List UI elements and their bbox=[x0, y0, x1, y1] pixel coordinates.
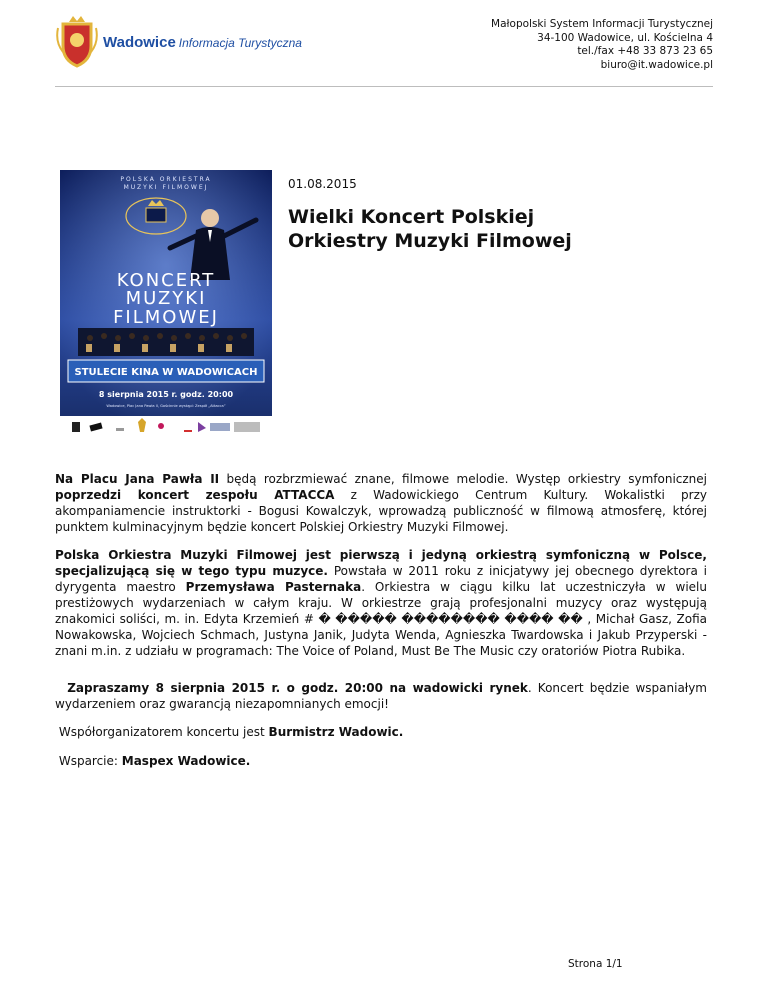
logo-sub-text: Informacja Turystyczna bbox=[178, 36, 302, 50]
logo bbox=[55, 16, 302, 72]
paragraph-coorganizer bbox=[55, 724, 707, 740]
bold-text: Na Placu Jana Pawła II bbox=[55, 472, 220, 486]
article-title-line1: Wielki Koncert Polskiej bbox=[288, 206, 535, 228]
poster-banner-text: STULECIE KINA W WADOWICACH bbox=[74, 367, 258, 378]
bold-text: Zapraszamy 8 sierpnia 2015 r. o godz. 20:00 na wadowicki rynek bbox=[67, 681, 528, 695]
bold-text: Przemysława Pasternaka bbox=[185, 580, 362, 594]
page-number: Strona 1/1 bbox=[568, 958, 623, 970]
poster-line1: KONCERT bbox=[116, 270, 216, 291]
paragraph-intro bbox=[55, 471, 707, 535]
text-run: . Orkiestra w ciągu kilku lat uczestniczyła w wielu prestiżowych wydarzeniach w całym kraju. W orkiestrze grają profesjonalni muzycy oraz występują znakomici soliści, m. in. Edyta Krzemień # � ����� �������� ���� �� , Michał Gasz, Zofia Nowakowska, Wojciech Schmach, Justyna Janik, Judyta Wenda, Agnieszka Twardowska i Jakub Przyperski - znani m.in. z udziału w programach: The Voice of Poland, Must Be The Music czy oratoriów Piotra Rubika. bbox=[55, 580, 707, 658]
paragraph-orchestra bbox=[55, 547, 707, 659]
header-divider bbox=[55, 86, 713, 87]
contact-email: biuro@it.wadowice.pl bbox=[600, 58, 713, 71]
bold-text: Burmistrz Wadowic. bbox=[268, 725, 404, 739]
text-run: z Wadowickiego Centrum Kultury. Wokalistki przy akompaniamencie instruktorki - Bogusi Kowalczyk, wprowadzą publiczność w filmową atmosferę, której punktem kulminacyjnym będzie koncert Polskiej Orkiestry Muzyki Filmowej. bbox=[55, 488, 707, 534]
paragraph-invitation bbox=[55, 680, 707, 712]
text-run: . Koncert będzie wspaniałym wydarzeniem oraz gwarancją niezapomnianych emocji! bbox=[55, 681, 707, 711]
text-run: Wsparcie: bbox=[58, 754, 122, 768]
paragraph-support bbox=[55, 753, 707, 769]
logo-main-text: Wadowice bbox=[103, 34, 176, 51]
article-title bbox=[288, 205, 708, 253]
poster-venue: Wadowice, Plac Jana Pawła II, Gościnnie wystąpi: Zespół „Attacca” bbox=[106, 404, 226, 408]
contact-line: Małopolski System Informacji Turystycznej bbox=[491, 18, 713, 30]
coat-of-arms-icon bbox=[55, 16, 99, 68]
concert-poster bbox=[60, 170, 272, 442]
poster-line2: MUZYKI bbox=[125, 288, 207, 309]
orchestra-musicians-icon bbox=[78, 328, 254, 356]
article-date: 01.08.2015 bbox=[288, 177, 357, 191]
contact-line: 34-100 Wadowice, ul. Kościelna 4 bbox=[537, 31, 713, 44]
poster-date: 8 sierpnia 2015 r. godz. 20:00 bbox=[98, 390, 234, 399]
article-title-line2: Orkiestry Muzyki Filmowej bbox=[288, 230, 572, 252]
contact-line: tel./fax +48 33 873 23 65 bbox=[577, 45, 713, 57]
bold-text: poprzedzi koncert zespołu ATTACCA bbox=[55, 488, 335, 502]
poster-top-line1: POLSKA ORKIESTRA bbox=[120, 176, 212, 183]
poster-line3: FILMOWEJ bbox=[113, 307, 219, 328]
poster-top-line2: MUZYKI FILMOWEJ bbox=[123, 184, 209, 191]
bold-text: Maspex Wadowice. bbox=[121, 754, 251, 768]
text-run: będą rozbrzmiewać znane, filmowe melodie. Występ orkiestry symfonicznej bbox=[219, 472, 708, 486]
bold-text: Polska Orkiestra Muzyki Filmowej jest pierwszą i jedyną orkiestrą symfoniczną w Polsce, specjalizującą się w tego typu muzyce. bbox=[55, 548, 707, 578]
text-run: Powstała w 2011 roku z inicjatywy jej obecnego dyrektora i dyrygenta maestro bbox=[55, 564, 708, 594]
contact-block bbox=[491, 18, 713, 72]
text-run: Współorganizatorem koncertu jest bbox=[58, 725, 269, 739]
